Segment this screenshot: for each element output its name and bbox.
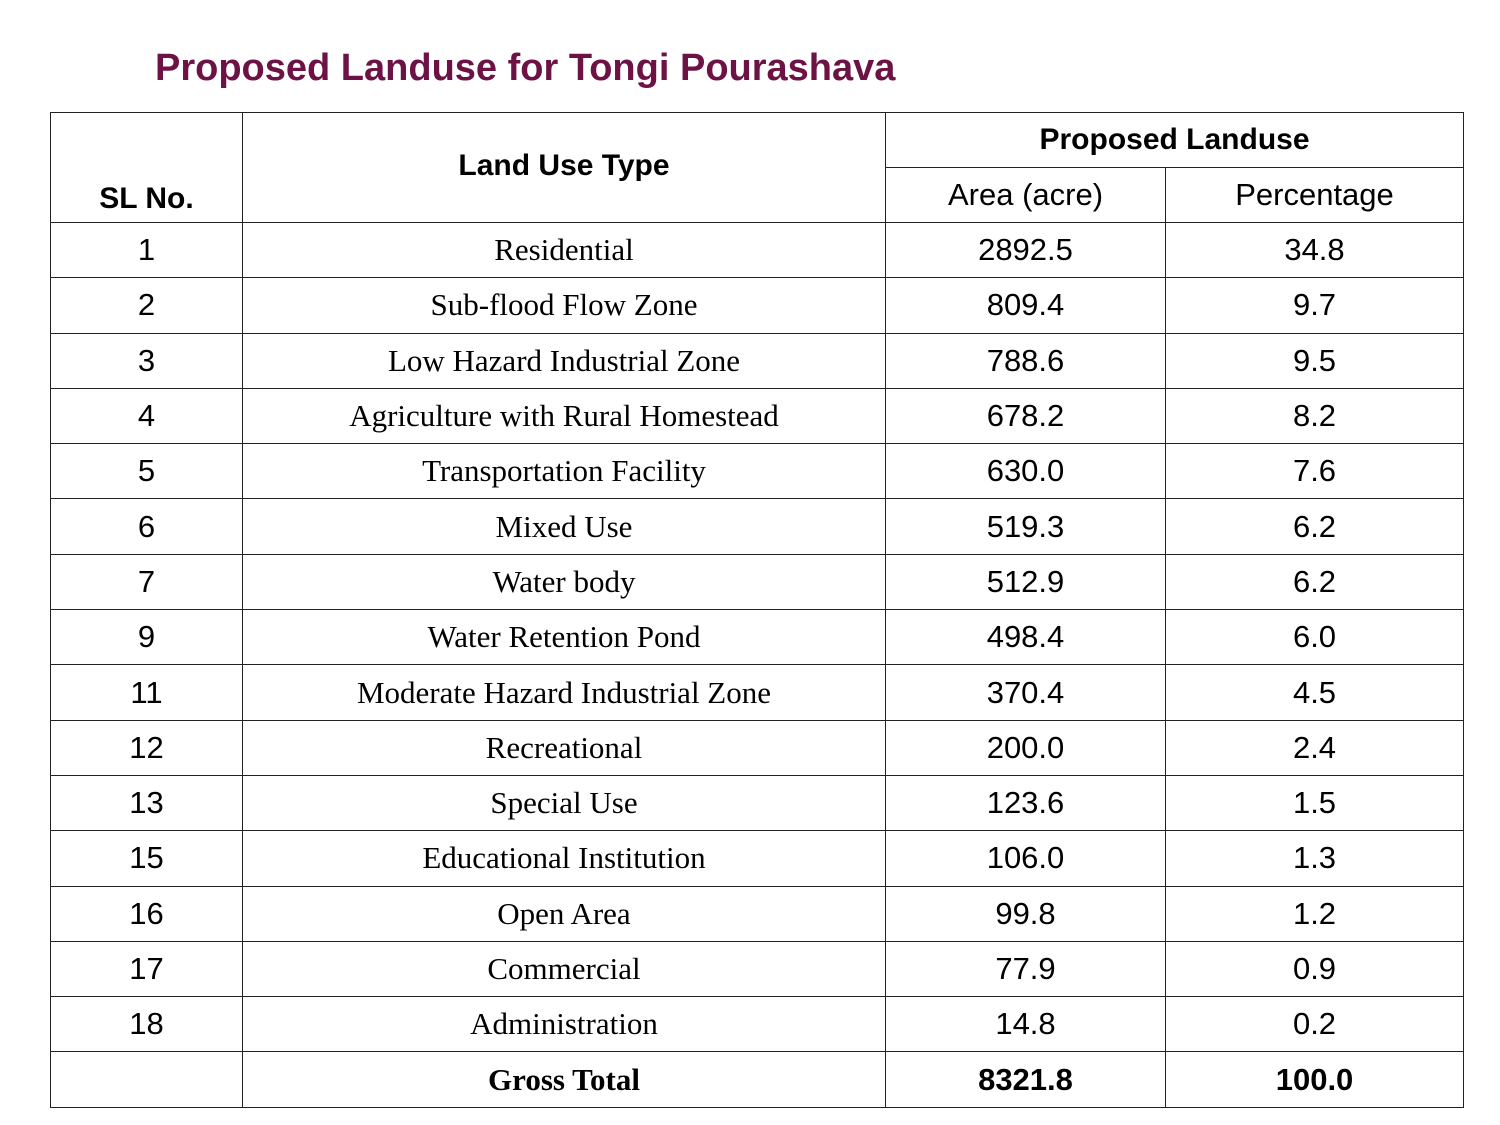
sl-no-cell: 3: [51, 333, 243, 388]
area-cell: 678.2: [886, 388, 1166, 443]
area-cell: 630.0: [886, 444, 1166, 499]
sl-no-cell: 16: [51, 886, 243, 941]
page-title: Proposed Landuse for Tongi Pourashava: [155, 47, 896, 89]
table-row: [51, 997, 1464, 1052]
percentage-cell: 1.5: [1166, 775, 1464, 830]
area-cell: 498.4: [886, 610, 1166, 665]
header-area: Area (acre): [886, 168, 1166, 223]
table-row: [51, 388, 1464, 443]
land-use-type-cell: Mixed Use: [243, 499, 886, 554]
land-use-type-cell: Sub-flood Flow Zone: [243, 278, 886, 333]
header-percentage: Percentage: [1166, 168, 1464, 223]
table-header: [51, 113, 1464, 223]
percentage-cell: 4.5: [1166, 665, 1464, 720]
table-row: [51, 886, 1464, 941]
table-row: [51, 610, 1464, 665]
table-row: [51, 831, 1464, 886]
sl-no-cell: 18: [51, 997, 243, 1052]
table-row: [51, 278, 1464, 333]
sl-no-cell: 7: [51, 554, 243, 609]
land-use-type-cell: Moderate Hazard Industrial Zone: [243, 665, 886, 720]
land-use-type-cell: Transportation Facility: [243, 444, 886, 499]
land-use-type-cell: Administration: [243, 997, 886, 1052]
land-use-type-cell: Water Retention Pond: [243, 610, 886, 665]
table-row: [51, 775, 1464, 830]
area-cell: 14.8: [886, 997, 1166, 1052]
table-row: [51, 665, 1464, 720]
land-use-type-cell: Recreational: [243, 720, 886, 775]
area-cell: 370.4: [886, 665, 1166, 720]
total-sl-cell: [51, 1052, 243, 1107]
sl-no-cell: 9: [51, 610, 243, 665]
sl-no-cell: 2: [51, 278, 243, 333]
percentage-cell: 1.3: [1166, 831, 1464, 886]
land-use-type-cell: Commercial: [243, 941, 886, 996]
land-use-type-cell: Special Use: [243, 775, 886, 830]
table-body: [51, 223, 1464, 1108]
percentage-cell: 8.2: [1166, 388, 1464, 443]
area-cell: 106.0: [886, 831, 1166, 886]
percentage-cell: 9.7: [1166, 278, 1464, 333]
area-cell: 512.9: [886, 554, 1166, 609]
total-percentage: 100.0: [1166, 1052, 1464, 1107]
total-label: Gross Total: [243, 1052, 886, 1107]
header-land-use-type: Land Use Type: [243, 113, 886, 223]
table-row: [51, 720, 1464, 775]
percentage-cell: 6.2: [1166, 499, 1464, 554]
area-cell: 99.8: [886, 886, 1166, 941]
sl-no-cell: 4: [51, 388, 243, 443]
sl-no-cell: 5: [51, 444, 243, 499]
sl-no-cell: 11: [51, 665, 243, 720]
sl-no-cell: 13: [51, 775, 243, 830]
table-row: [51, 223, 1464, 278]
percentage-cell: 0.2: [1166, 997, 1464, 1052]
land-use-type-cell: Residential: [243, 223, 886, 278]
header-proposed-landuse: Proposed Landuse: [886, 113, 1464, 168]
percentage-cell: 2.4: [1166, 720, 1464, 775]
area-cell: 788.6: [886, 333, 1166, 388]
landuse-table: [50, 112, 1464, 1108]
area-cell: 200.0: [886, 720, 1166, 775]
table-row: [51, 444, 1464, 499]
land-use-type-cell: Open Area: [243, 886, 886, 941]
area-cell: 809.4: [886, 278, 1166, 333]
area-cell: 77.9: [886, 941, 1166, 996]
sl-no-cell: 12: [51, 720, 243, 775]
area-cell: 519.3: [886, 499, 1166, 554]
percentage-cell: 7.6: [1166, 444, 1464, 499]
percentage-cell: 34.8: [1166, 223, 1464, 278]
sl-no-cell: 17: [51, 941, 243, 996]
percentage-cell: 6.2: [1166, 554, 1464, 609]
header-sl-no: SL No.: [51, 113, 243, 223]
sl-no-cell: 15: [51, 831, 243, 886]
land-use-type-cell: Educational Institution: [243, 831, 886, 886]
percentage-cell: 1.2: [1166, 886, 1464, 941]
land-use-type-cell: Agriculture with Rural Homestead: [243, 388, 886, 443]
land-use-type-cell: Water body: [243, 554, 886, 609]
percentage-cell: 0.9: [1166, 941, 1464, 996]
sl-no-cell: 1: [51, 223, 243, 278]
percentage-cell: 6.0: [1166, 610, 1464, 665]
table-row: [51, 333, 1464, 388]
land-use-type-cell: Low Hazard Industrial Zone: [243, 333, 886, 388]
percentage-cell: 9.5: [1166, 333, 1464, 388]
table-row: [51, 499, 1464, 554]
header-row-top: [51, 113, 1464, 168]
area-cell: 2892.5: [886, 223, 1166, 278]
total-area: 8321.8: [886, 1052, 1166, 1107]
sl-no-cell: 6: [51, 499, 243, 554]
table-row: [51, 554, 1464, 609]
total-row: [51, 1052, 1464, 1107]
area-cell: 123.6: [886, 775, 1166, 830]
table-row: [51, 941, 1464, 996]
